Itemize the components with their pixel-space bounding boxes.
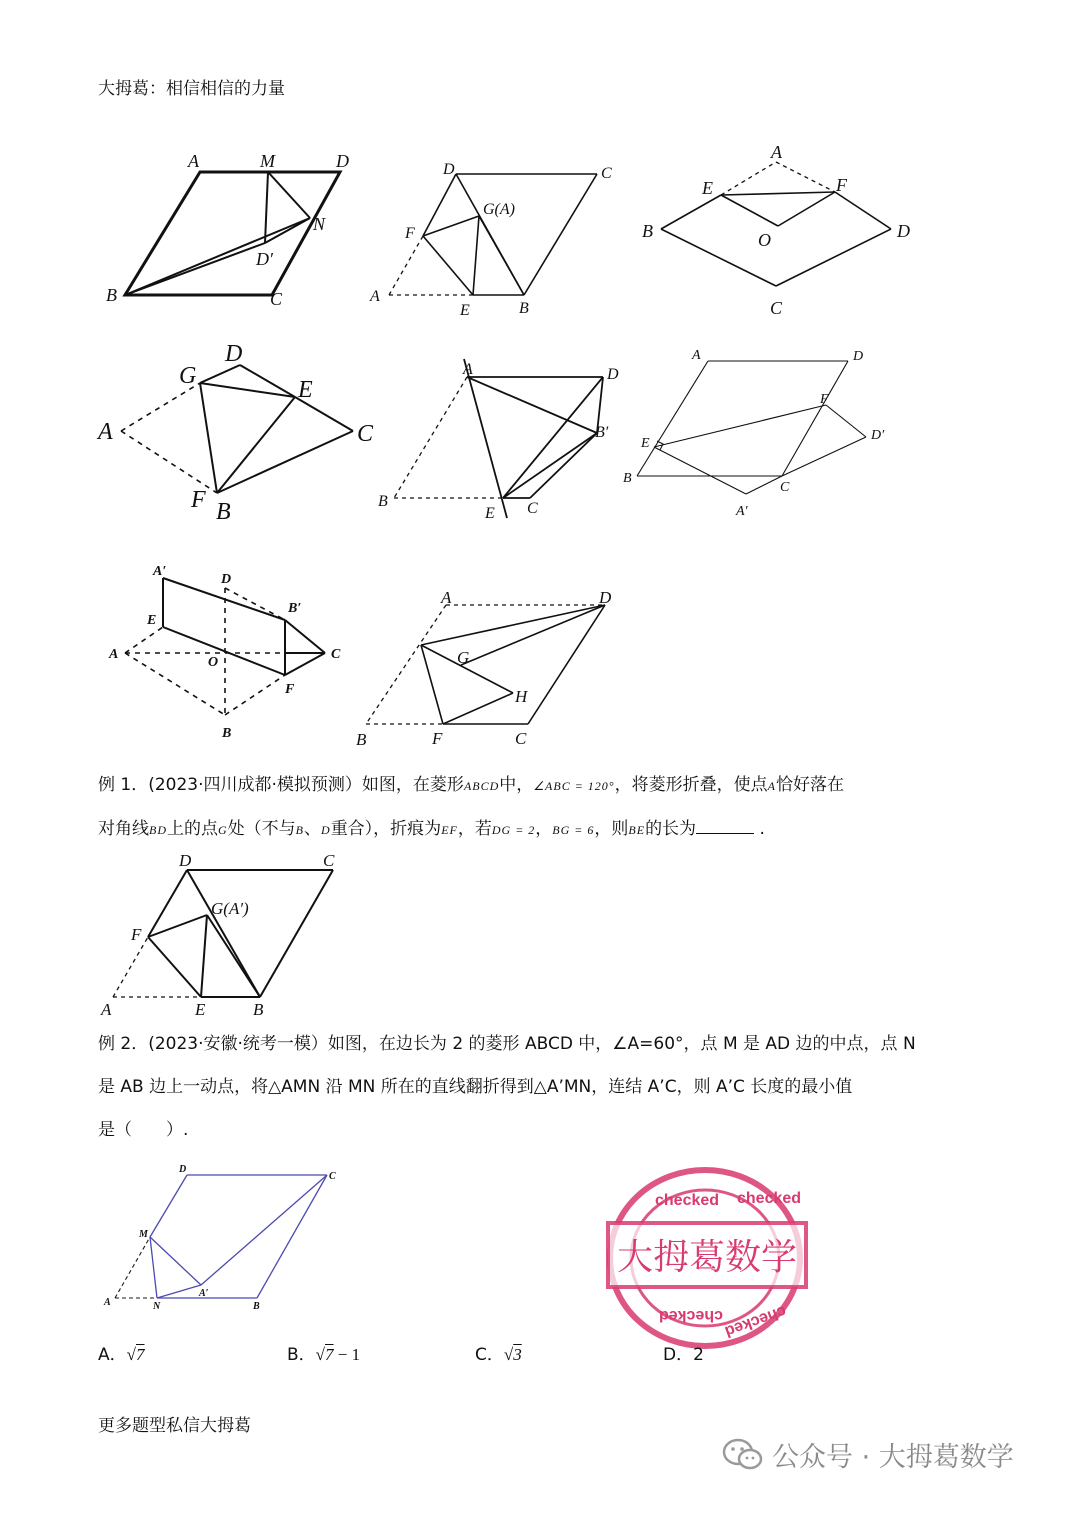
label: C [329,1171,336,1182]
option-b-label: B． [287,1345,316,1365]
label: E [147,613,157,628]
label: D [179,851,192,870]
var-angle: ∠ABC = 120° [533,779,615,793]
label: C [770,298,783,318]
option-c-value: 3 [513,1345,522,1364]
figure-6-rhombus-fold [620,343,910,523]
var-dg: DG = 2 [491,823,536,837]
label: A [104,1297,111,1308]
label: B [356,730,367,749]
stamp-text: 大拇葛数学 [617,1237,798,1278]
label: D [897,221,910,241]
label: C [527,500,538,517]
label: O [208,655,219,670]
checked-stamp [603,1163,813,1353]
label: D′ [256,249,273,269]
example1-text: 、 [304,819,322,839]
example1-text: . [759,819,765,839]
label: C [515,729,527,748]
example1-line2 [98,818,765,841]
label: G [457,648,470,667]
label: B [253,1000,264,1019]
label: F [191,487,206,513]
var-b: B [295,823,305,837]
figure-7-rhombus-fold [105,560,365,745]
label: D [225,341,243,367]
label: E [485,505,495,522]
label: B [378,493,388,510]
label: D [179,1164,187,1175]
example2-line2: 是 AB 边上一动点，将△AMN 沿 MN 所在的直线翻折得到△A’MN，连结 A’C，则 A’C 长度的最小值 [98,1077,853,1097]
label: A [109,647,119,662]
label: D [853,349,864,364]
label: A′ [199,1288,209,1299]
stamp-ring-top: checked [655,1192,720,1209]
label: B [519,300,529,317]
stamp-ring-bottom-2: checked [722,1302,789,1340]
label: E [298,377,313,403]
label: F [836,175,847,195]
label: M [139,1229,148,1240]
label: E [641,436,650,451]
figure-10-example2-diagram [95,1155,355,1315]
sqrt-icon: √ [126,1345,136,1364]
label: E [195,1000,206,1019]
figure-3-rhombus-fold [638,140,928,325]
example1-text: 上的点 [167,819,218,839]
example1-text: 恰好落在 [775,775,844,795]
label: E [702,178,713,198]
sqrt-icon: √ [315,1345,326,1364]
label: A [101,1000,112,1019]
label: C [780,480,790,495]
label: B [642,221,653,241]
figure-8-rhombus-fold [350,585,630,755]
label: A [188,151,199,171]
label: C [270,289,283,309]
var-bg: BG = 6 [552,823,595,837]
label: A′ [153,564,167,579]
label: F [285,682,295,697]
example1-text: 中， [499,775,534,795]
label: B [216,499,231,525]
label: N [153,1301,161,1312]
example2-line1: 例 2．(2023·安徽·统考一模）如图，在边长为 2 的菱形 ABCD 中，∠A=60°，点 M 是 AD 边的中点，点 N [98,1034,916,1054]
label: B′ [595,424,609,441]
example1-text: 的长为 [645,819,697,839]
label: B [106,285,117,305]
label: B [253,1301,260,1312]
var-ef: EF [441,823,458,837]
example1-text: ，将菱形折叠，使点 [614,775,768,795]
example1-text: ， [535,819,553,839]
label: F [405,225,415,242]
stamp-ring-top-2: checked [737,1190,802,1207]
watermark [722,1434,1014,1474]
label: H [515,687,528,706]
label: F [820,392,829,407]
example1-text: 重合），折痕为 [330,819,442,839]
label: B [222,726,232,741]
watermark-text: 公众号 · 大拇葛数学 [772,1441,1014,1473]
label: D [221,572,232,587]
label: B [623,471,632,486]
figure-4-kite-fold [95,335,385,530]
option-d-label: D． [663,1345,694,1365]
label: A [370,288,380,305]
label: A [98,419,113,445]
figure-1-rhombus-fold [100,145,370,315]
header-title: 大拇葛：相信相信的力量 [98,79,285,99]
example1-text: 处（不与 [227,819,296,839]
answer-blank [696,819,754,834]
footer-more: 更多题型私信大拇葛 [98,1416,251,1436]
figure-5-rhombus-fold [375,355,635,525]
example1-text: ，则 [594,819,629,839]
figure-2-rhombus-fold [365,152,625,322]
label: D′ [871,428,885,443]
label: A′ [736,504,748,519]
label: G(A′) [211,899,249,918]
option-a-label: A． [98,1345,127,1365]
option-c-label: C． [475,1345,504,1365]
option-d[interactable] [663,1344,704,1366]
label: C [357,421,374,447]
option-b-suffix: − 1 [333,1345,361,1364]
label: M [260,151,275,171]
label: F [432,729,443,748]
var-be: BE [628,823,646,837]
label: O [758,230,771,250]
label: C [323,851,335,870]
example1-text: ，若 [457,819,492,839]
option-b-value: 7 [325,1345,334,1364]
var-a: A [767,779,776,793]
var-g: G [218,823,228,837]
label: G(A) [483,201,515,218]
option-d-value: 2 [693,1345,704,1365]
example1-text: 对角线 [98,819,149,839]
label: N [313,214,326,234]
label: A [463,361,473,378]
option-a[interactable] [98,1344,144,1366]
label: G [179,363,197,389]
label: C [601,165,612,182]
label: C [331,647,341,662]
label: F [131,925,142,944]
label: A [441,588,452,607]
sqrt-icon: √ [503,1345,514,1364]
option-c[interactable] [475,1344,522,1366]
var-d: D [321,823,331,837]
label: D [607,366,619,383]
var-bd: BD [149,823,167,837]
option-a-value: 7 [135,1345,145,1364]
figure-9-example1-diagram [95,845,355,1020]
label: A [692,348,701,363]
label: D [336,151,349,171]
var-abcd: ABCD [463,779,500,793]
example1-prefix: 例 1．(2023·四川成都·模拟预测）如图，在菱形 [98,775,464,795]
label: D [443,161,455,178]
option-b[interactable] [287,1344,360,1366]
wechat-icon [722,1437,764,1471]
label: B′ [288,601,302,616]
example2-line3: 是（ ）. [98,1120,189,1140]
stamp-ring-bottom: checked [658,1307,723,1324]
example1-line1 [98,774,844,797]
label: E [460,302,470,319]
label: A [771,142,782,162]
label: D [599,588,612,607]
